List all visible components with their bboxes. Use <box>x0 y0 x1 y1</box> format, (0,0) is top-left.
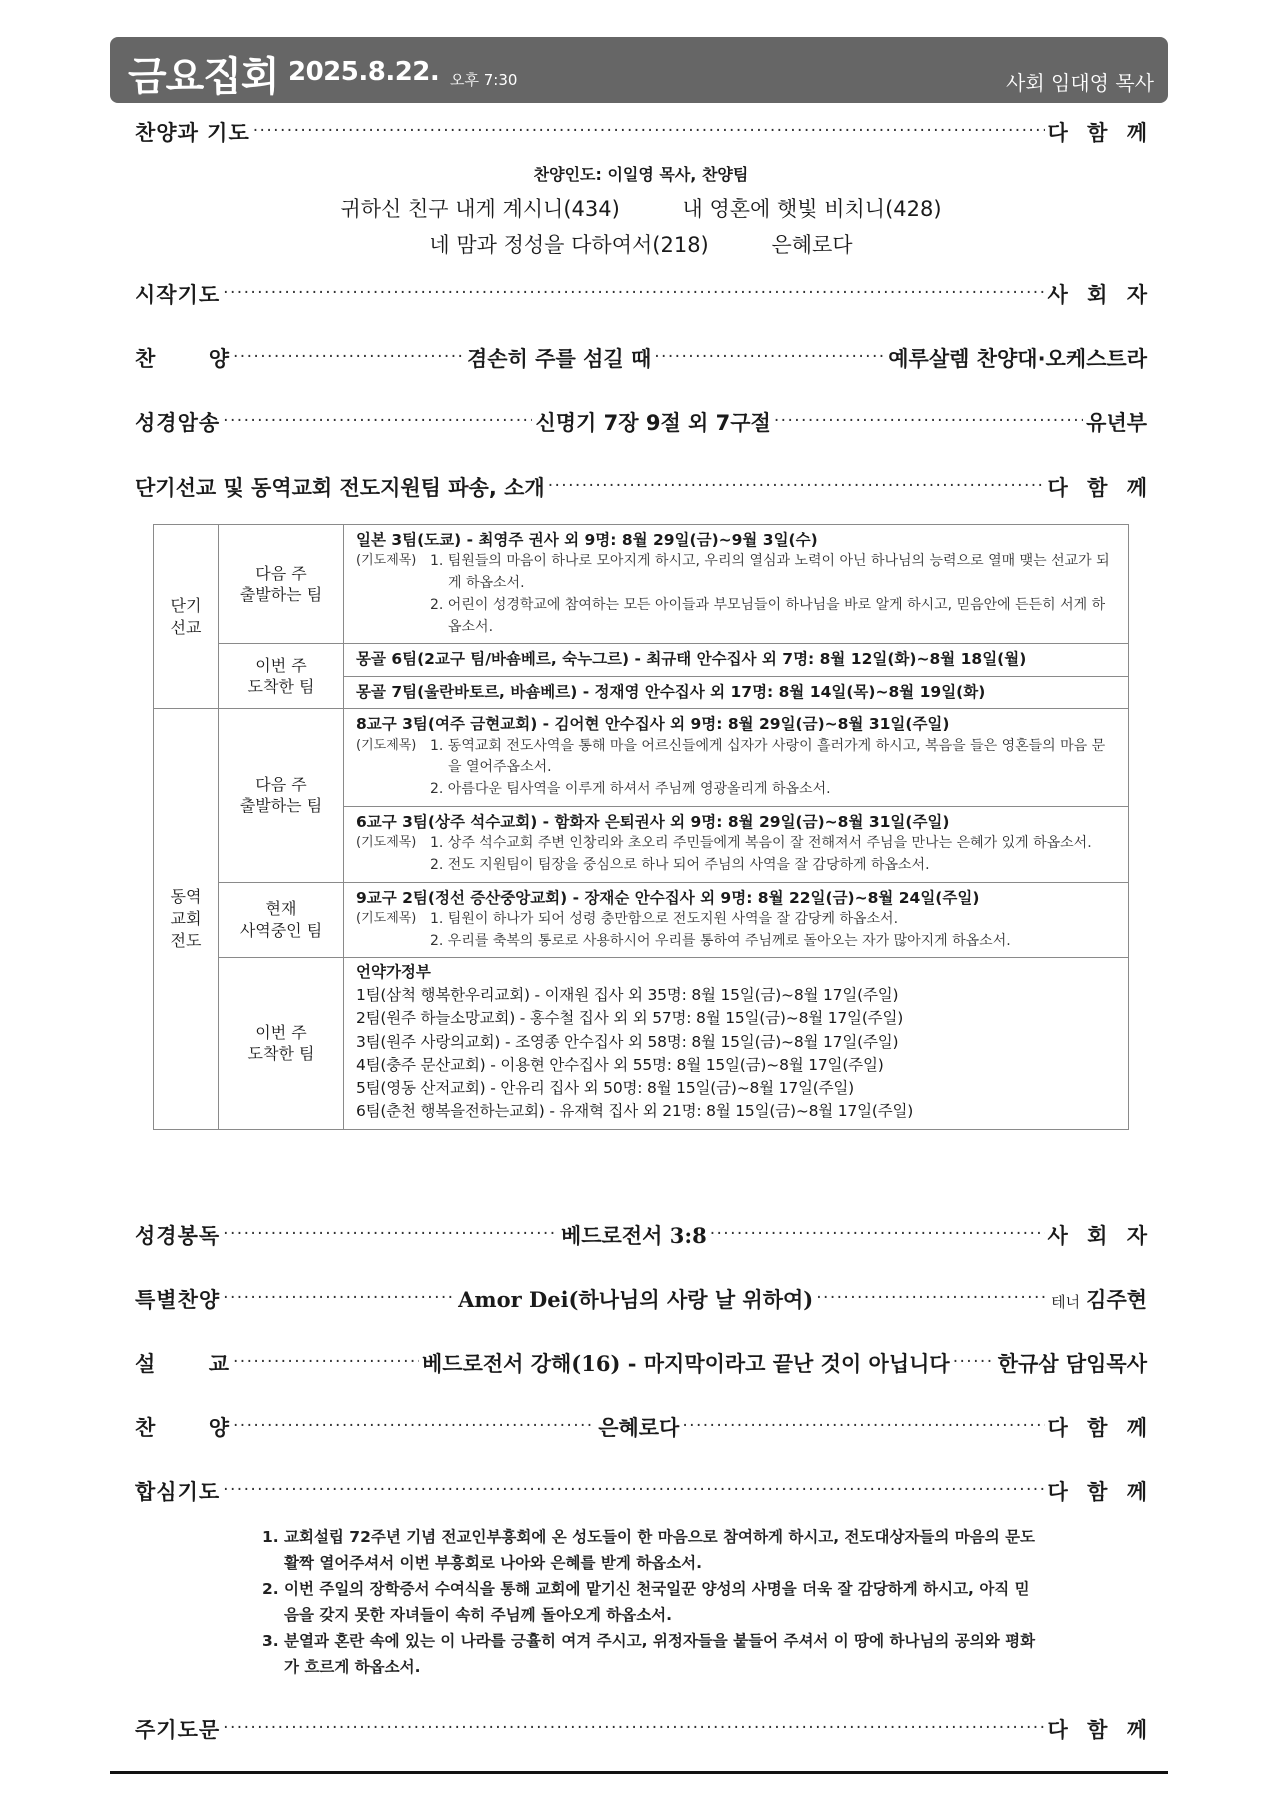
dot-leader <box>548 470 1045 504</box>
order-label: 시작기도 <box>135 283 221 307</box>
order-label: 특별찬양 <box>135 1288 221 1312</box>
subcategory-current: 현재 사역중인 팀 <box>219 882 344 958</box>
prayer-item: 1. 교회설립 72주년 기념 전교인부흥회에 온 성도들이 한 마음으로 참여하게 하시고, 전도대상자들의 마음의 문도 활짝 열어주셔서 이번 부흥회로 나아와 은혜를 받게 하옵소서. <box>262 1528 1036 1572</box>
dot-leader <box>654 341 885 375</box>
order-responsible: 다 함 께 <box>1047 476 1153 500</box>
dot-leader <box>774 405 1083 439</box>
service-header <box>110 37 1168 103</box>
prayer-item: 2. 이번 주일의 장학증서 수여식을 통해 교회에 맡기신 천국일꾼 양성의 사명을 더욱 잘 감당하게 하시고, 아직 믿음을 갖지 못한 자녀들이 속히 주님께 돌아오게 하옵소서. <box>262 1580 1030 1624</box>
category-short-term-mission: 단기 선교 <box>154 525 219 709</box>
dot-leader <box>223 1282 455 1316</box>
table-row <box>154 525 1129 644</box>
prayer-item: 2. 아름다운 팀사역을 이루게 하셔서 주님께 영광올리게 하옵소서. <box>430 781 831 797</box>
performer-role: 테너 <box>1051 1293 1081 1311</box>
service-date: 2025.8.22. <box>288 57 440 87</box>
order-title: 신명기 7장 9절 외 7구절 <box>535 411 771 435</box>
order-item-praise-prayer <box>135 115 1153 149</box>
order-item-mission-dispatch <box>135 470 1153 504</box>
sermon-title: 베드로전서 강해(16) - 마지막이라고 끝난 것이 아닙니다 <box>422 1351 950 1376</box>
order-item-joint-prayer <box>135 1474 1153 1508</box>
team-entry <box>344 882 1129 958</box>
order-responsible: 다 함 께 <box>1047 1480 1153 1504</box>
praise-song: 귀하신 친구 내게 계시니(434) <box>340 197 620 221</box>
prayer-topics <box>356 736 1118 801</box>
team-info: 일본 3팀(도쿄) - 최영주 권사 외 9명: 8월 29일(금)~9월 3일(수) <box>356 531 818 549</box>
order-item-hymn <box>135 341 1147 375</box>
prayer-item: 2. 전도 지원팀이 팀장을 중심으로 하나 되어 주님의 사역을 잘 감당하게 하옵소서. <box>430 856 930 873</box>
prayer-item: 2. 어린이 성경학교에 참여하는 모든 아이들과 부모님들이 하나님을 바로 알게 하시고, 믿음안에 든든히 서게 하옵소서. <box>430 596 1106 635</box>
dot-leader <box>223 1218 558 1252</box>
praise-song: 은혜로다 <box>771 233 853 257</box>
department-name: 언약가정부 <box>356 963 431 982</box>
order-label: 찬양과 기도 <box>135 121 250 145</box>
team-entry <box>344 958 1129 1129</box>
dot-leader <box>223 1474 1044 1508</box>
order-label: 합심기도 <box>135 1480 221 1504</box>
prayer-item: 2. 우리를 축복의 통로로 사용하시어 우리를 통하여 주님께로 돌아오는 자가 많아지게 하옵소서. <box>430 932 1011 949</box>
praise-song: 내 영혼에 햇빛 비치니(428) <box>682 197 942 221</box>
team-info: 3팀(원주 사랑의교회) - 조영종 안수집사 외 58명: 8월 15일(금)~8월 17일(주일) <box>356 1032 899 1051</box>
dot-leader <box>682 1410 1044 1444</box>
order-label: 주기도문 <box>135 1718 221 1742</box>
order-responsible: 유년부 <box>1086 411 1148 435</box>
praise-song-line <box>135 193 1147 223</box>
prayer-item: 1. 상주 석수교회 주변 인창리와 초오리 주민들에게 복음이 잘 전해져서 주님을 만나는 은혜가 있게 하옵소서. <box>430 835 1092 852</box>
mission-teams-table <box>153 524 1129 1130</box>
dot-leader <box>710 1218 1045 1252</box>
prayer-topics <box>356 551 1118 638</box>
order-item-lords-prayer <box>135 1712 1153 1746</box>
team-info: 2팀(원주 하늘소망교회) - 홍수철 집사 외 외 57명: 8월 15일(금)~8월 17일(주일) <box>356 1009 904 1028</box>
category-partner-church-evangelism: 동역 교회 전도 <box>154 709 219 1129</box>
service-presider: 사회 임대영 목사 <box>1006 71 1154 95</box>
dot-leader <box>223 1712 1044 1746</box>
team-info: 몽골 7팀(울란바토르, 바숌베르) - 정재영 안수집사 외 17명: 8월 14일(목)~8월 19일(화) <box>356 682 986 701</box>
order-responsible: 사 회 자 <box>1047 1224 1154 1248</box>
prayer-tag: (기도제목) <box>356 835 417 851</box>
order-label: 성경봉독 <box>135 1224 221 1248</box>
prayer-tag: (기도제목) <box>356 553 417 569</box>
order-item-opening-prayer <box>135 277 1153 311</box>
prayer-item: 1. 팀원들의 마음이 하나로 모아지게 하시고, 우리의 열심과 노력이 아닌 하나님의 능력으로 열매 맺는 선교가 되게 하옵소서. <box>430 553 1110 592</box>
team-info: 6팀(춘천 행복을전하는교회) - 유재혁 집사 외 21명: 8월 15일(금)~8월 17일(주일) <box>356 1102 914 1121</box>
order-responsible: 사 회 자 <box>1047 283 1153 307</box>
prayer-item: 3. 분열과 혼란 속에 있는 이 나라를 긍휼히 여겨 주시고, 위정자들을 붙들어 주셔서 이 땅에 하나님의 공의와 평화가 흐르게 하옵소서. <box>262 1632 1036 1676</box>
team-entry <box>344 644 1129 676</box>
dot-leader <box>953 1346 995 1380</box>
prayer-tag: (기도제목) <box>356 737 417 753</box>
footer-divider <box>110 1771 1168 1774</box>
prayer-tag: (기도제목) <box>356 911 417 926</box>
order-item-scripture-recitation <box>135 405 1147 439</box>
order-title: 은혜로다 <box>598 1416 680 1440</box>
order-responsible: 다 함 께 <box>1047 121 1153 145</box>
order-label: 성경암송 <box>135 411 221 435</box>
preacher: 한규삼 담임목사 <box>997 1351 1147 1376</box>
order-label: 단기선교 및 동역교회 전도지원팀 파송, 소개 <box>135 476 545 500</box>
subcategory-departing: 다음 주 출발하는 팀 <box>219 709 344 882</box>
order-responsible: 다 함 께 <box>1047 1718 1153 1742</box>
team-entry <box>344 806 1129 882</box>
order-label: 찬 양 <box>135 1416 230 1440</box>
order-title: 겸손히 주를 섬길 때 <box>467 347 652 371</box>
dot-leader <box>253 115 1045 149</box>
table-row <box>154 644 1129 676</box>
dot-leader <box>223 277 1044 311</box>
prayer-item: 1. 팀원이 하나가 되어 성령 충만함으로 전도지원 사역을 잘 감당케 하옵소서. <box>430 911 899 927</box>
order-responsible: 다 함 께 <box>1047 1416 1154 1440</box>
order-label: 찬 양 <box>135 347 230 371</box>
order-responsible: 테너 김주현 <box>1051 1288 1148 1312</box>
praise-songs-block <box>135 162 1147 265</box>
table-row <box>154 958 1129 1129</box>
order-item-scripture-reading <box>135 1218 1154 1252</box>
dot-leader <box>233 1346 419 1380</box>
joint-prayer-topics <box>262 1524 1042 1680</box>
team-info: 1팀(삼척 행복한우리교회) - 이재원 집사 외 35명: 8월 15일(금)~8월 17일(주일) <box>356 986 899 1005</box>
prayer-topics <box>356 833 1118 876</box>
subcategory-arrived: 이번 주 도착한 팀 <box>219 958 344 1129</box>
order-item-closing-hymn <box>135 1410 1154 1444</box>
dot-leader <box>233 1410 595 1444</box>
dot-leader <box>223 405 532 439</box>
order-item-sermon <box>135 1346 1147 1380</box>
team-info: 9교구 2팀(정선 증산중앙교회) - 장재순 안수집사 외 9명: 8월 22일(금)~8월 24일(주일) <box>356 888 980 907</box>
prayer-topics <box>356 909 1118 952</box>
order-item-special-music <box>135 1282 1147 1316</box>
table-row <box>154 709 1129 807</box>
order-title: 베드로전서 3:8 <box>560 1223 707 1248</box>
service-title: 금요집회 <box>128 54 279 100</box>
dot-leader <box>816 1282 1048 1316</box>
team-info: 4팀(충주 문산교회) - 이용현 안수집사 외 55명: 8월 15일(금)~8월 17일(주일) <box>356 1055 884 1074</box>
praise-song-line <box>135 229 1147 259</box>
order-label: 설 교 <box>135 1352 230 1376</box>
service-time: 오후 7:30 <box>450 71 518 89</box>
praise-song: 네 맘과 정성을 다하여서(218) <box>429 233 709 257</box>
subcategory-arrived: 이번 주 도착한 팀 <box>219 644 344 709</box>
team-info: 몽골 6팀(2교구 팀/바숌베르, 숙누그르) - 최규태 안수집사 외 7명: 8월 12일(화)~8월 18일(월) <box>356 650 1027 669</box>
prayer-item: 1. 동역교회 전도사역을 통해 마을 어르신들에게 십자가 사랑이 흘러가게 하시고, 복음을 들은 영혼들의 마음 문을 열어주옵소서. <box>430 737 1106 776</box>
team-entry <box>344 525 1129 644</box>
team-info: 6교구 3팀(상주 석수교회) - 함화자 은퇴권사 외 9명: 8월 29일(금)~8월 31일(주일) <box>356 812 950 831</box>
praise-leader: 찬양인도: 이일영 목사, 찬양팀 <box>533 165 749 184</box>
subcategory-departing: 다음 주 출발하는 팀 <box>219 525 344 644</box>
order-title: Amor Dei(하나님의 사랑 날 위하여) <box>458 1287 814 1312</box>
team-entry <box>344 676 1129 708</box>
team-info: 8교구 3팀(여주 금현교회) - 김어현 안수집사 외 9명: 8월 29일(금)~8월 31일(주일) <box>356 715 950 734</box>
dot-leader <box>233 341 464 375</box>
table-row <box>154 882 1129 958</box>
order-responsible: 예루살렘 찬양대·오케스트라 <box>888 347 1147 371</box>
team-info: 5팀(영동 산저교회) - 안유리 집사 외 50명: 8월 15일(금)~8월 17일(주일) <box>356 1079 855 1098</box>
team-entry <box>344 709 1129 807</box>
